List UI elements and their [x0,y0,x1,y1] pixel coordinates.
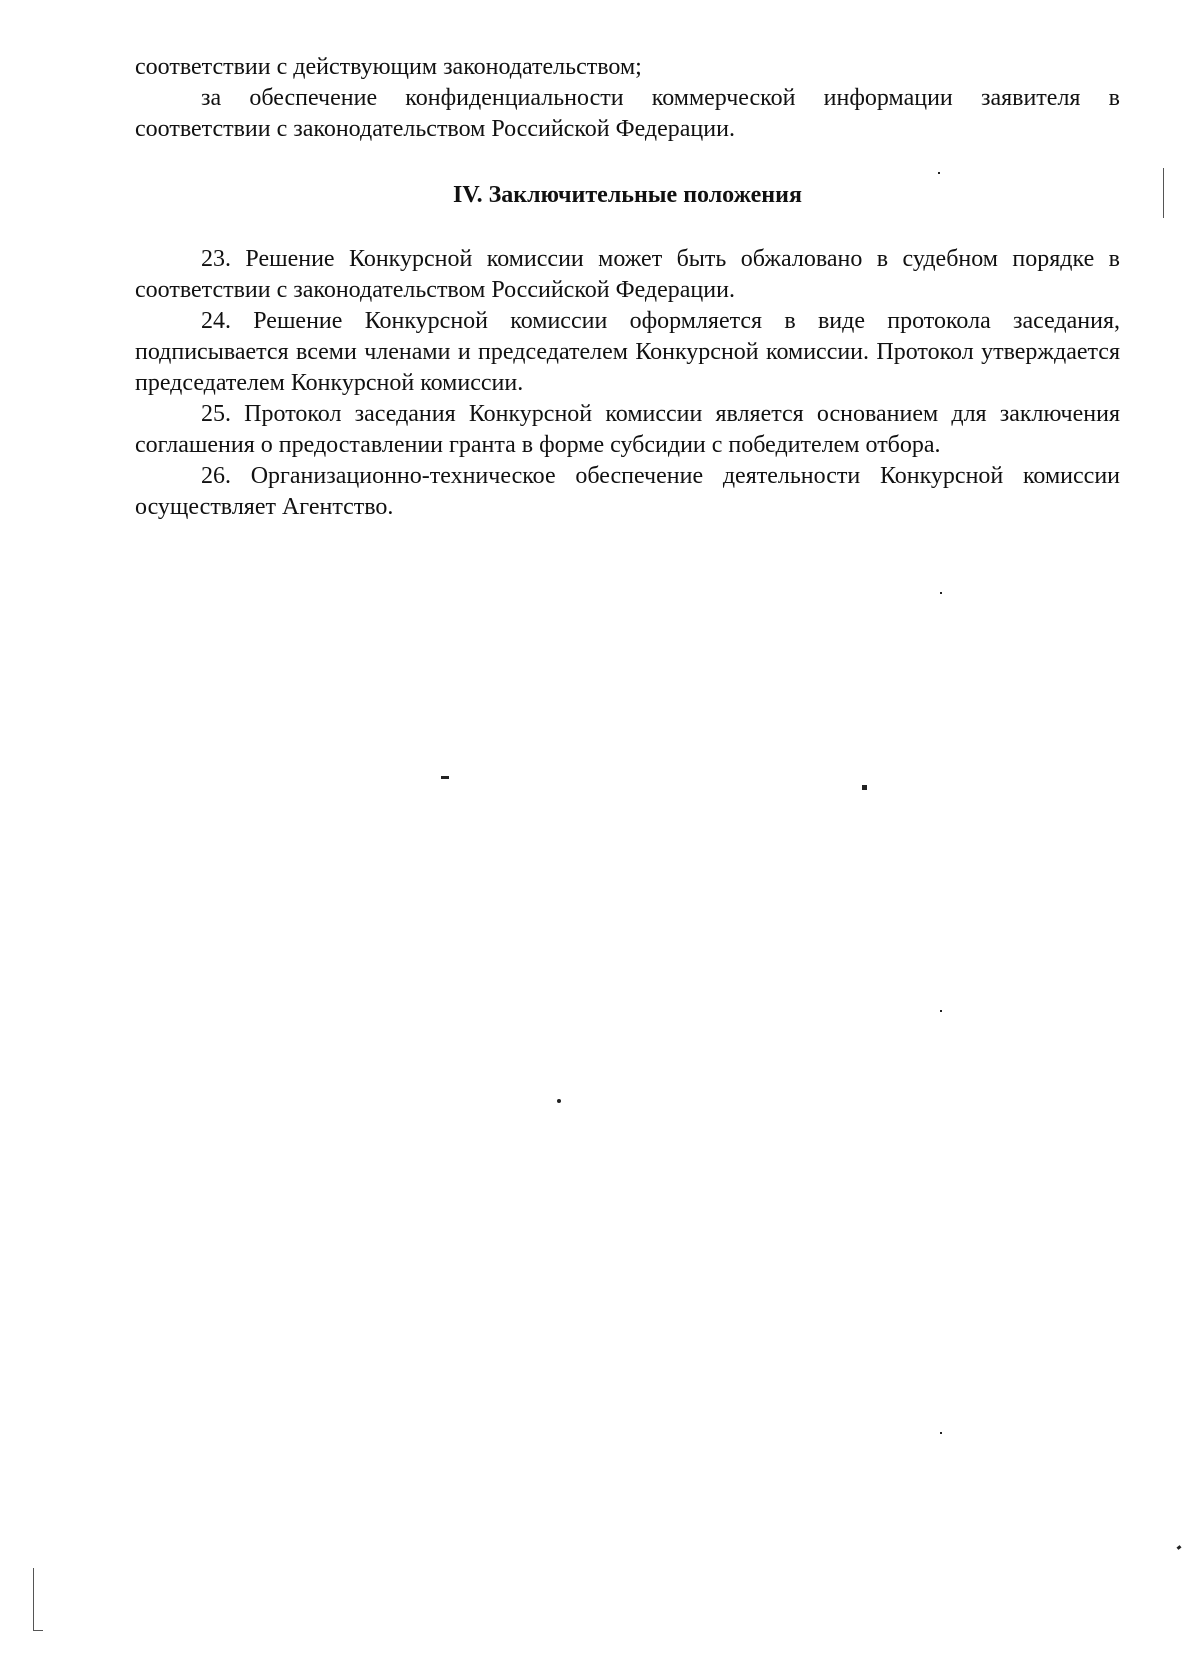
scan-speck [940,1010,942,1012]
scan-edge-mark [33,1630,43,1631]
section-title: IV. Заключительные положения [453,182,802,208]
section-body [135,244,1120,523]
paragraph-25: 25. Протокол заседания Конкурсной комиссии является основанием для заключения соглашения о предоставлении гранта в форме субсидии с победителем отбора. [135,401,1120,458]
scan-edge-mark [1163,168,1164,218]
scan-speck [940,1432,942,1434]
opening-line: соответствии с действующим законодательством; [135,54,642,80]
scan-edge-mark [33,1568,34,1630]
paragraph-26: 26. Организационно-техническое обеспечение деятельности Конкурсной комиссии осуществляет Агентство. [135,463,1120,520]
scan-speck [557,1099,561,1103]
opening-paragraph: за обеспечение конфиденциальности коммерческой информации заявителя в соответствии с законодательством Российской Федерации. [135,85,1120,142]
scan-speck [1177,1545,1182,1550]
paragraph-23: 23. Решение Конкурсной комиссии может быть обжаловано в судебном порядке в соответствии с законодательством Российской Федерации. [135,246,1120,303]
opening-text [135,52,1120,145]
scan-speck [940,592,942,594]
paragraph-24: 24. Решение Конкурсной комиссии оформляется в виде протокола заседания, подписывается всеми членами и председателем Конкурсной комиссии. Протокол утверждается председателем Конкурсной комиссии. [135,308,1120,396]
scan-speck [938,172,940,174]
scan-speck [441,776,449,779]
scan-speck [862,785,867,790]
